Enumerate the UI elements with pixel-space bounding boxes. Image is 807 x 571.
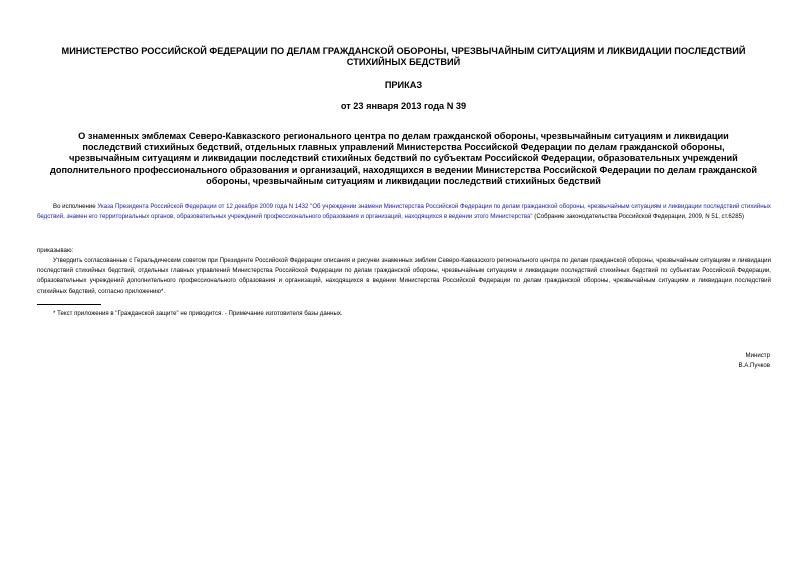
footnote-divider [37,304,101,305]
ministry-heading: МИНИСТЕРСТВО РОССИЙСКОЙ ФЕДЕРАЦИИ ПО ДЕЛАМ ГРАЖДАНСКОЙ ОБОРОНЫ, ЧРЕЗВЫЧАЙНЫМ СИТУАЦИЯМ И ЛИКВИДАЦИИ ПОСЛЕДСТВИЙ СТИХИЙНЫХ БЕДСТВИЙ [61,46,746,67]
signature-name: В.А.Пучков [738,362,770,369]
intro-prefix: Во исполнение [53,203,98,210]
intro-suffix: (Собрание законодательства Российской Федерации, 2009, N 51, ст.6285) [532,213,744,221]
decree-link[interactable]: Указа Президента Российской Федерации от 12 декабря 2009 года N 1432 "Об учреждении знамени Министерства Российской Федерации по делам гражданской обороны, чрезвычайным ситуациям и ликвидации последствий стихийных бедствий, знамен его территориальных органов, образовательных учреждений профессионального образования и организаций, находящихся в ведении этого Министерства" [37,203,771,221]
order-date: от 23 января 2013 года N 39 [340,101,467,111]
order-label: приказываю: [37,247,74,254]
footnote: * Текст приложения в "Гражданской защите" не приводится. - Примечание изготовителя базы данных. [53,310,343,317]
order-body-paragraph: Утвердить согласованные с Геральдическим советом при Президенте Российской Федерации описания и рисунки знаменных эмблем Северо-Кавказского регионального центра по делам гражданской обороны, чрезвычайным ситуациям и ликвидации последствий стихийных бедствий, отдельных главных управлений Министерства Российской Федерации по делам гражданской обороны, чрезвычайным ситуациям и ликвидации последствий стихийных бедствий по субъектам Российской Федерации, образовательных учреждений дополнительного профессионального образования и организаций, находящихся в ведении Министерства Российской Федерации по делам гражданской обороны, чрезвычайным ситуациям и ликвидации последствий стихийных бедствий, согласно приложению*. [37,257,771,295]
order-title: ПРИКАЗ [384,80,423,90]
signature-title: Министр [745,352,770,359]
order-subject: О знаменных эмблемах Северо-Кавказского регионального центра по делам гражданской обороны, чрезвычайным ситуациям и ликвидации последствий стихийных бедствий, отдельных главных управлений Министерства Российской Федерации по делам гражданской обороны, чрезвычайным ситуациям и ликвидации последствий стихийных бедствий по субъектам Российской Федерации, образовательных учреждений дополнительного профессионального образования и организаций, находящихся в ведении Министерства Российской Федерации по делам гражданской обороны, чрезвычайным ситуациям и ликвидации последствий стихийных бедствий [50,131,757,186]
intro-paragraph [37,202,771,222]
